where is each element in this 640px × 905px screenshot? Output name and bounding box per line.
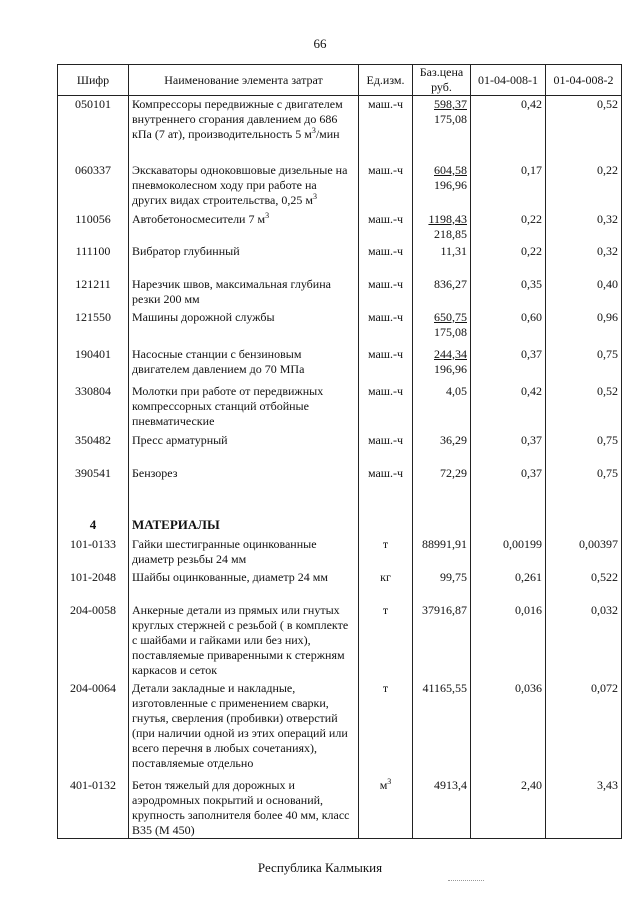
row-code: 190401 bbox=[58, 346, 129, 383]
row-price-main: 836,27 bbox=[434, 276, 467, 291]
row-price: 4913,4 bbox=[413, 777, 471, 839]
table-row bbox=[58, 243, 622, 276]
row-name-text: Пресс арматурный bbox=[132, 432, 228, 447]
row-name-text: Компрессоры передвижные с двигателем внутреннего сгорания давлением до 686 кПа (7 ат), производительность 5 м bbox=[132, 97, 343, 141]
row-value-2: 0,072 bbox=[546, 680, 622, 777]
table-row bbox=[58, 162, 622, 211]
row-value-1: 0,261 bbox=[471, 569, 546, 602]
row-price: 37916,87 bbox=[413, 602, 471, 680]
row-name: Шайбы оцинкованные, диаметр 24 мм bbox=[129, 569, 359, 602]
row-unit-text: т bbox=[382, 680, 389, 695]
row-code: 204-0058 bbox=[58, 602, 129, 680]
row-code: 330804 bbox=[58, 383, 129, 432]
row-unit bbox=[359, 680, 413, 777]
row-name bbox=[129, 309, 359, 346]
row-unit: маш.-ч bbox=[359, 309, 413, 346]
row-value-2: 0,96 bbox=[546, 309, 622, 346]
table-row bbox=[58, 777, 622, 839]
row-name bbox=[129, 243, 359, 276]
row-unit: маш.-ч bbox=[359, 243, 413, 276]
header-price: Баз.цена руб. bbox=[413, 65, 471, 96]
row-price bbox=[413, 383, 471, 432]
row-unit-text: т bbox=[382, 602, 389, 617]
row-code: 050101 bbox=[58, 96, 129, 162]
row-name bbox=[129, 432, 359, 465]
table-row bbox=[58, 96, 622, 162]
row-value-1: 0,42 bbox=[471, 383, 546, 432]
row-price bbox=[413, 432, 471, 465]
row-value-2: 0,52 bbox=[546, 383, 622, 432]
row-name-tail: /мин bbox=[315, 127, 340, 141]
row-name-superscript: 3 bbox=[312, 191, 317, 201]
row-price: 88991,91 bbox=[413, 536, 471, 569]
row-code: 101-2048 bbox=[58, 569, 129, 602]
row-price bbox=[413, 276, 471, 309]
row-price: 41165,55 bbox=[413, 680, 471, 777]
row-value-1: 0,42 bbox=[471, 96, 546, 162]
row-name bbox=[129, 211, 359, 243]
row-price bbox=[413, 243, 471, 276]
row-value-2: 0,75 bbox=[546, 346, 622, 383]
table-row bbox=[58, 346, 622, 383]
row-unit: маш.-ч bbox=[359, 211, 413, 243]
row-value-1: 0,036 bbox=[471, 680, 546, 777]
cost-elements-table bbox=[57, 64, 622, 839]
footer-region: Республика Калмыкия bbox=[257, 860, 383, 875]
row-unit-text: м bbox=[379, 777, 388, 792]
row-price-main: 598,37 bbox=[434, 97, 467, 111]
row-unit bbox=[359, 569, 413, 602]
table-row bbox=[58, 309, 622, 346]
row-name-superscript: 3 bbox=[265, 210, 270, 220]
row-name: Анкерные детали из прямых или гнутых круглых стержней с резьбой ( в комплекте с шайбами и гайками или без них), поставляемые приваренными к стержням каркасов и сеток bbox=[129, 602, 359, 680]
header-col1: 01-04-008-1 bbox=[471, 65, 546, 96]
row-unit: маш.-ч bbox=[359, 162, 413, 211]
table-row bbox=[58, 569, 622, 602]
row-value-2: 0,75 bbox=[546, 432, 622, 465]
section-title: МАТЕРИАЛЫ bbox=[129, 497, 359, 536]
table-row bbox=[58, 602, 622, 680]
row-price-main: 11,31 bbox=[440, 243, 467, 258]
row-name-text: Экскаваторы одноковшовые дизельные на пневмоколесном ходу при работе на других видах строительства, 0,25 м bbox=[132, 162, 348, 207]
row-value-1: 0,37 bbox=[471, 346, 546, 383]
row-name bbox=[129, 96, 359, 162]
header-code: Шифр bbox=[58, 65, 129, 96]
row-price-main: 604,58 bbox=[434, 162, 467, 177]
row-name-text: Нарезчик швов, максимальная глубина резки 200 мм bbox=[132, 276, 331, 306]
row-price-main: 4,05 bbox=[446, 383, 467, 398]
table-row bbox=[58, 465, 622, 497]
row-price-sub: 196,96 bbox=[434, 177, 467, 192]
row-value-2: 0,032 bbox=[546, 602, 622, 680]
row-code: 350482 bbox=[58, 432, 129, 465]
row-name-text: Молотки при работе от передвижных компрессорных станций отбойные пневматические bbox=[132, 383, 324, 428]
table-row bbox=[58, 383, 622, 432]
page-number: 66 bbox=[313, 36, 327, 51]
table-header-row bbox=[58, 65, 622, 96]
row-value-2: 0,32 bbox=[546, 243, 622, 276]
row-code: 204-0064 bbox=[58, 680, 129, 777]
row-price: 99,75 bbox=[413, 569, 471, 602]
row-price bbox=[413, 96, 471, 162]
row-price-sub: 218,85 bbox=[434, 226, 467, 241]
header-unit: Ед.изм. bbox=[359, 65, 413, 96]
row-code: 121211 bbox=[58, 276, 129, 309]
row-value-1: 0,35 bbox=[471, 276, 546, 309]
row-price bbox=[413, 465, 471, 497]
table-row bbox=[58, 536, 622, 569]
row-value-1: 0,60 bbox=[471, 309, 546, 346]
section-number: 4 bbox=[58, 497, 129, 536]
row-value-2: 0,40 bbox=[546, 276, 622, 309]
row-unit-text: т bbox=[382, 536, 389, 551]
row-price-main: 244,34 bbox=[434, 346, 467, 361]
row-unit bbox=[359, 602, 413, 680]
row-name-text: Бензорез bbox=[132, 465, 178, 480]
row-name bbox=[129, 346, 359, 383]
row-price-main: 72,29 bbox=[440, 465, 467, 480]
row-price-main: 650,75 bbox=[434, 309, 467, 324]
row-name-superscript: 3 bbox=[311, 126, 316, 135]
row-value-1: 0,22 bbox=[471, 243, 546, 276]
row-unit: маш.-ч bbox=[359, 383, 413, 432]
row-value-1: 0,00199 bbox=[471, 536, 546, 569]
row-unit: маш.-ч bbox=[359, 276, 413, 309]
row-name bbox=[129, 162, 359, 211]
row-code: 060337 bbox=[58, 162, 129, 211]
section-unit bbox=[359, 497, 413, 536]
row-value-1: 0,37 bbox=[471, 465, 546, 497]
row-name: Гайки шестигранные оцинкованные диаметр резьбы 24 мм bbox=[129, 536, 359, 569]
row-price-main: 36,29 bbox=[440, 432, 467, 447]
header-col2: 01-04-008-2 bbox=[546, 65, 622, 96]
row-name-text: Насосные станции с бензиновым двигателем давлением до 70 МПа bbox=[132, 346, 305, 376]
row-value-1: 0,22 bbox=[471, 211, 546, 243]
row-code: 101-0133 bbox=[58, 536, 129, 569]
row-name: Бетон тяжелый для дорожных и аэродромных покрытий и оснований, крупность заполнителя более 40 мм, класс В35 (М 450) bbox=[129, 777, 359, 839]
row-value-2: 0,32 bbox=[546, 211, 622, 243]
table-row bbox=[58, 276, 622, 309]
row-value-1: 2,40 bbox=[471, 777, 546, 839]
row-value-2: 0,75 bbox=[546, 465, 622, 497]
row-name bbox=[129, 276, 359, 309]
row-name bbox=[129, 465, 359, 497]
row-value-1: 0,016 bbox=[471, 602, 546, 680]
row-name-text: Машины дорожной службы bbox=[132, 309, 275, 324]
row-value-2: 0,22 bbox=[546, 162, 622, 211]
row-value-2: 0,00397 bbox=[546, 536, 622, 569]
row-unit: маш.-ч bbox=[359, 465, 413, 497]
row-price bbox=[413, 211, 471, 243]
row-code: 390541 bbox=[58, 465, 129, 497]
row-unit bbox=[359, 536, 413, 569]
row-name-text: Вибратор глубинный bbox=[132, 243, 240, 258]
row-unit: маш.-ч bbox=[359, 432, 413, 465]
row-unit: маш.-ч bbox=[359, 96, 413, 162]
row-unit-text: кг bbox=[380, 569, 391, 584]
row-unit bbox=[359, 777, 413, 839]
row-price bbox=[413, 309, 471, 346]
row-code: 110056 bbox=[58, 211, 129, 243]
row-value-2: 0,52 bbox=[546, 96, 622, 162]
section-value-1 bbox=[471, 497, 546, 536]
row-price-main: 1198,43 bbox=[428, 211, 467, 226]
row-code: 111100 bbox=[58, 243, 129, 276]
row-unit-superscript: 3 bbox=[387, 776, 392, 786]
section-row-materials bbox=[58, 497, 622, 536]
header-name: Наименование элемента затрат bbox=[129, 65, 359, 96]
row-code: 121550 bbox=[58, 309, 129, 346]
row-price-sub: 196,96 bbox=[434, 361, 467, 376]
row-value-2: 3,43 bbox=[546, 777, 622, 839]
table-row bbox=[58, 211, 622, 243]
table-row bbox=[58, 432, 622, 465]
row-value-1: 0,17 bbox=[471, 162, 546, 211]
row-name bbox=[129, 383, 359, 432]
table-row bbox=[58, 680, 622, 777]
row-value-1: 0,37 bbox=[471, 432, 546, 465]
section-value-2 bbox=[546, 497, 622, 536]
row-name: Детали закладные и накладные, изготовленные с применением сварки, гнутья, сверления (пробивки) отверстий (при наличии одной из этих операций или всего перечня в любых сочетаниях), поставляемые отдельно bbox=[129, 680, 359, 777]
row-price-sub: 175,08 bbox=[434, 112, 467, 126]
row-unit: маш.-ч bbox=[359, 346, 413, 383]
section-price bbox=[413, 497, 471, 536]
row-price-sub: 175,08 bbox=[434, 324, 467, 339]
row-price bbox=[413, 162, 471, 211]
row-price bbox=[413, 346, 471, 383]
row-code: 401-0132 bbox=[58, 777, 129, 839]
footer-divider bbox=[448, 880, 484, 881]
row-value-2: 0,522 bbox=[546, 569, 622, 602]
row-name-text: Автобетоносмесители 7 м bbox=[132, 211, 266, 226]
